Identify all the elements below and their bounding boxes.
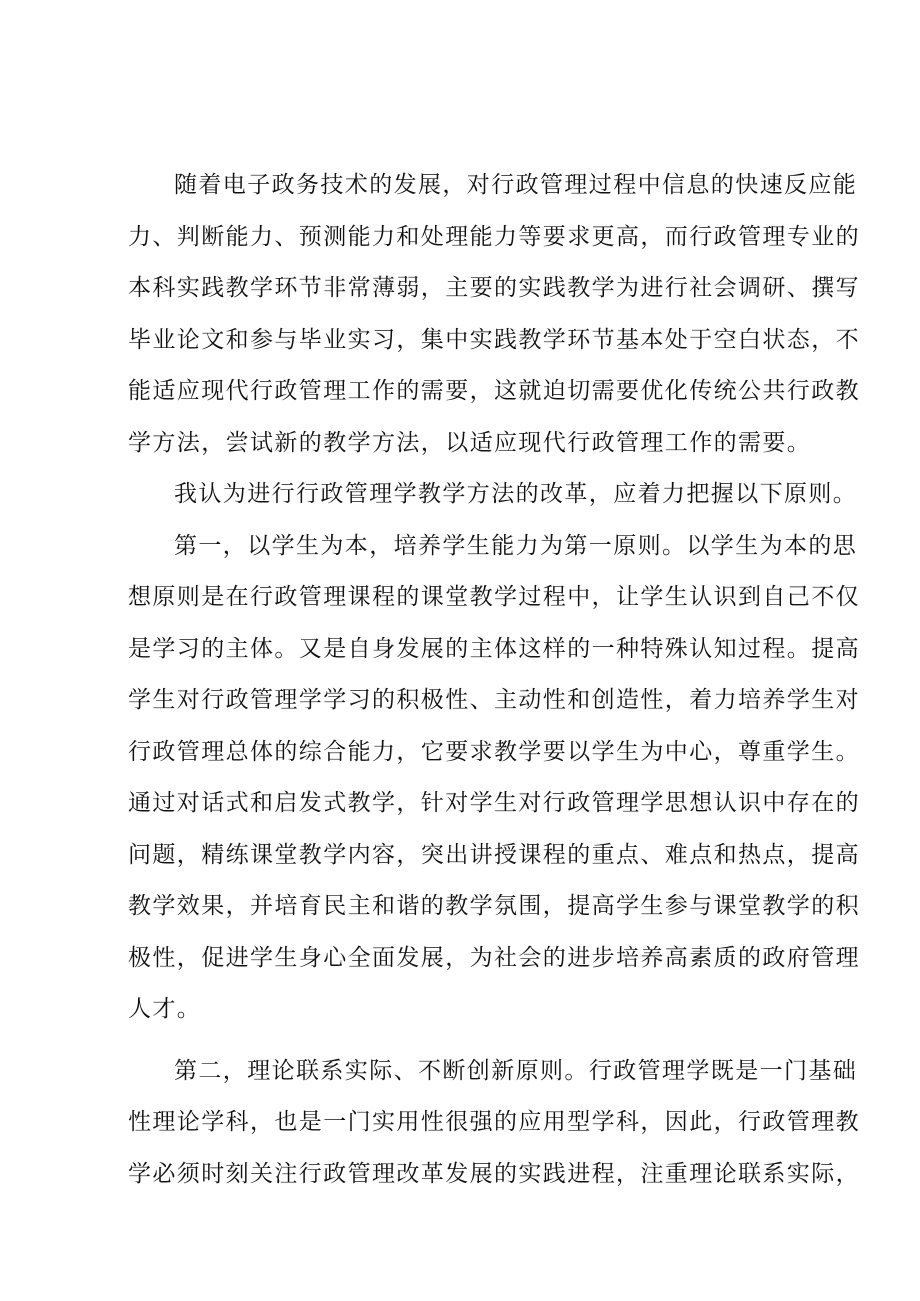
text-line: 学必须时刻关注行政管理改革发展的实践进程，注重理论联系实际，: [128, 1160, 860, 1187]
text-line: 学生对行政管理学学习的积极性、主动性和创造性，着力培养学生对: [128, 687, 860, 713]
text-line: 第一，以学生为本，培养学生能力为第一原则。以学生为本的思: [174, 532, 858, 559]
text-line: 人才。: [128, 996, 202, 1022]
text-line: 力、判断能力、预测能力和处理能力等要求更高，而行政管理专业的: [128, 223, 860, 250]
document-body: [128, 160, 860, 1200]
text-line: 极性，促进学生身心全面发展，为社会的进步培养高素质的政府管理: [128, 944, 860, 971]
text-line: 通过对话式和启发式教学，针对学生对行政管理学思想认识中存在的: [128, 790, 860, 816]
text-line: 学方法，尝试新的教学方法，以适应现代行政管理工作的需要。: [128, 429, 812, 456]
text-line: 是学习的主体。又是自身发展的主体这样的一种特殊认知过程。提高: [128, 635, 860, 662]
paragraph-1: [128, 160, 860, 469]
paragraph-2: [128, 469, 858, 521]
text-line: 问题，精练课堂教学内容，突出讲授课程的重点、难点和热点，提高: [128, 841, 860, 868]
text-line: 想原则是在行政管理课程的课堂教学过程中，让学生认识到自己不仅: [128, 584, 860, 610]
text-line: 随着电子政务技术的发展，对行政管理过程中信息的快速反应能: [174, 172, 858, 198]
text-line: 第二，理论联系实际、不断创新原则。行政管理学既是一门基础: [174, 1057, 858, 1084]
paragraph-3: [128, 521, 860, 1036]
text-line: 教学效果，并培育民主和谐的教学氛围，提高学生参与课堂教学的积: [128, 893, 860, 919]
text-line: 我认为进行行政管理学教学方法的改革，应着力把握以下原则。: [174, 481, 858, 507]
paragraph-gap: [128, 1036, 828, 1046]
text-line: 毕业论文和参与毕业实习，集中实践教学环节基本处于空白状态，不: [128, 326, 860, 353]
text-line: 本科实践教学环节非常薄弱，主要的实践教学为进行社会调研、撰写: [128, 275, 860, 301]
text-line: 性理论学科，也是一门实用性很强的应用型学科，因此，行政管理教: [128, 1109, 860, 1135]
text-line: 能适应现代行政管理工作的需要，这就迫切需要优化传统公共行政教: [128, 378, 860, 404]
paragraph-4: [128, 1046, 860, 1201]
text-line: 行政管理总体的综合能力，它要求教学要以学生为中心，尊重学生。: [128, 738, 860, 765]
